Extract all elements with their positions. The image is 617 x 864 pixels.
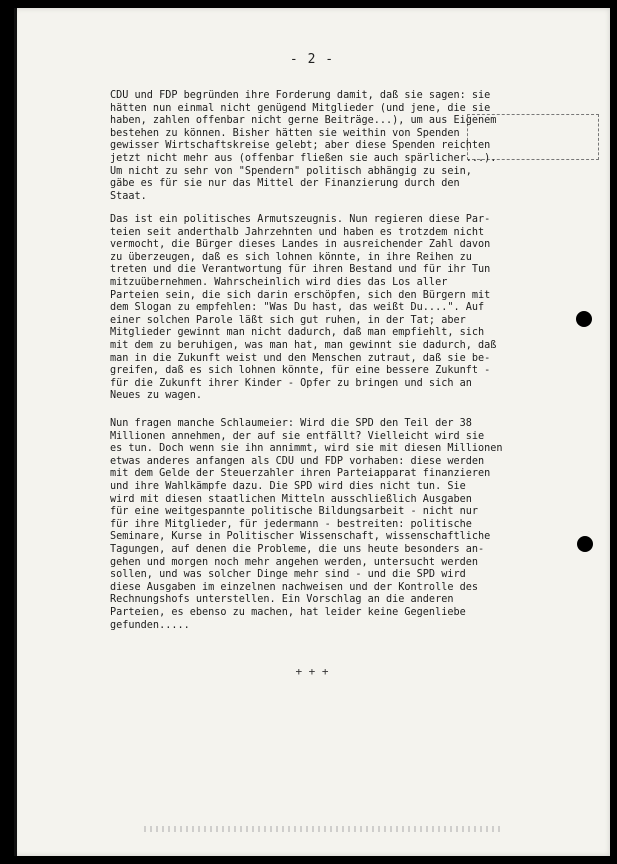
punch-hole-upper <box>576 311 592 327</box>
text-line: wird mit diesen staatlichen Mitteln ausschließlich Ausgaben <box>110 493 472 505</box>
text-line: treten und die Verantwortung für ihren Bestand und für ihr Tun <box>110 264 491 276</box>
text-line: vermocht, die Bürger dieses Landes in ausreichender Zahl davon <box>110 239 491 251</box>
text-line: Millionen annehmen, der auf sie entfällt? Vielleicht wird sie <box>110 430 485 442</box>
text-line: diese Ausgaben im einzelnen nachweisen und der Kontrolle des <box>110 581 479 593</box>
text-line: zu überzeugen, daß es sich lohnen könnte, in ihre Reihen zu <box>110 251 472 263</box>
text-line: einer solchen Parole läßt sich gut ruhen, in der Tat; aber <box>110 314 466 326</box>
text-line: greifen, daß es sich lohnen könnte, für eine bessere Zukunft - <box>110 365 491 377</box>
text-line: dem Slogan zu empfehlen: "Was Du hast, das weißt Du....". Auf <box>110 302 485 314</box>
text-line: gefunden..... <box>110 619 190 631</box>
page-number: - 2 - <box>289 52 335 67</box>
text-line: Neues zu wagen. <box>110 390 203 402</box>
copy-smudge <box>144 826 504 832</box>
text-line: mit dem zu beruhigen, was man hat, man gewinnt sie dadurch, daß <box>110 339 497 351</box>
text-line: es tun. Doch wenn sie ihn annimmt, wird sie mit diesen Millionen <box>110 443 503 455</box>
text-line: sollen, und was solcher Dinge mehr sind - und die SPD wird <box>110 569 466 581</box>
text-line: teien seit anderthalb Jahrzehnten und haben es trotzdem nicht <box>110 226 485 238</box>
text-line: Parteien, es ebenso zu machen, hat leider keine Gegenliebe <box>110 606 466 618</box>
text-line: Seminare, Kurse in Politischer Wissenschaft, wissenschaftliche <box>110 531 491 543</box>
text-line: gehen und morgen noch mehr angehen werden, untersucht werden <box>110 556 479 568</box>
paragraph-3 <box>110 418 580 632</box>
text-line: gewisser Wirtschaftskreise gelebt; aber diese Spenden reichten <box>110 140 491 152</box>
text-line: bestehen zu können. Bisher hätten sie weithin von Spenden <box>110 127 460 139</box>
text-line: hätten nun einmal nicht genügend Mitglieder (und jene, die sie <box>110 102 491 114</box>
text-line: Rechnungshofs unterstellen. Ein Vorschlag an die anderen <box>110 594 454 606</box>
page-edge-shadow <box>14 8 17 856</box>
text-line: Parteien sein, die sich darin erschöpfen, sich den Bürgern mit <box>110 289 491 301</box>
text-line: haben, zahlen offenbar nicht gerne Beiträge...), um aus Eigenem <box>110 115 497 127</box>
text-line: für die Zukunft ihrer Kinder - Opfer zu bringen und sich an <box>110 377 472 389</box>
text-line: jetzt nicht mehr aus (offenbar fließen sie auch spärlicher...). <box>110 152 497 164</box>
text-line: etwas anderes anfangen als CDU und FDP vorhaben: diese werden <box>110 455 485 467</box>
text-line: Tagungen, auf denen die Probleme, die uns heute besonders an- <box>110 543 485 555</box>
text-line: Das ist ein politisches Armutszeugnis. Nun regieren diese Par- <box>110 214 491 225</box>
text-line: man in die Zukunft weist und den Menschen zutraut, daß sie be- <box>110 352 491 364</box>
text-line: Mitglieder gewinnt man nicht dadurch, daß man empfiehlt, sich <box>110 327 485 339</box>
end-mark: + + + <box>295 665 329 678</box>
text-line: mit dem Gelde der Steuerzahler ihren Parteiapparat finanzieren <box>110 468 491 480</box>
text-line: und ihre Wahlkämpfe dazu. Die SPD wird dies nicht tun. Sie <box>110 480 466 492</box>
text-line: CDU und FDP begründen ihre Forderung damit, daß sie sagen: sie <box>110 90 491 101</box>
paragraph-2 <box>110 214 580 403</box>
text-line: mitzuübernehmen. Wahrscheinlich wird dies das Los aller <box>110 276 448 288</box>
punch-hole-lower <box>577 536 593 552</box>
document-page <box>14 8 610 856</box>
text-line: für ihre Mitglieder, für jedermann - bestreiten: politische <box>110 518 472 530</box>
text-line: gäbe es für sie nur das Mittel der Finanzierung durch den <box>110 178 460 190</box>
text-line: Nun fragen manche Schlaumeier: Wird die SPD den Teil der 38 <box>110 418 472 429</box>
text-line: Staat. <box>110 190 147 202</box>
text-line: für eine weitgespannte politische Bildungsarbeit - nicht nur <box>110 506 479 518</box>
paragraph-1 <box>110 90 580 203</box>
text-line: Um nicht zu sehr von "Spendern" politisch abhängig zu sein, <box>110 165 472 177</box>
